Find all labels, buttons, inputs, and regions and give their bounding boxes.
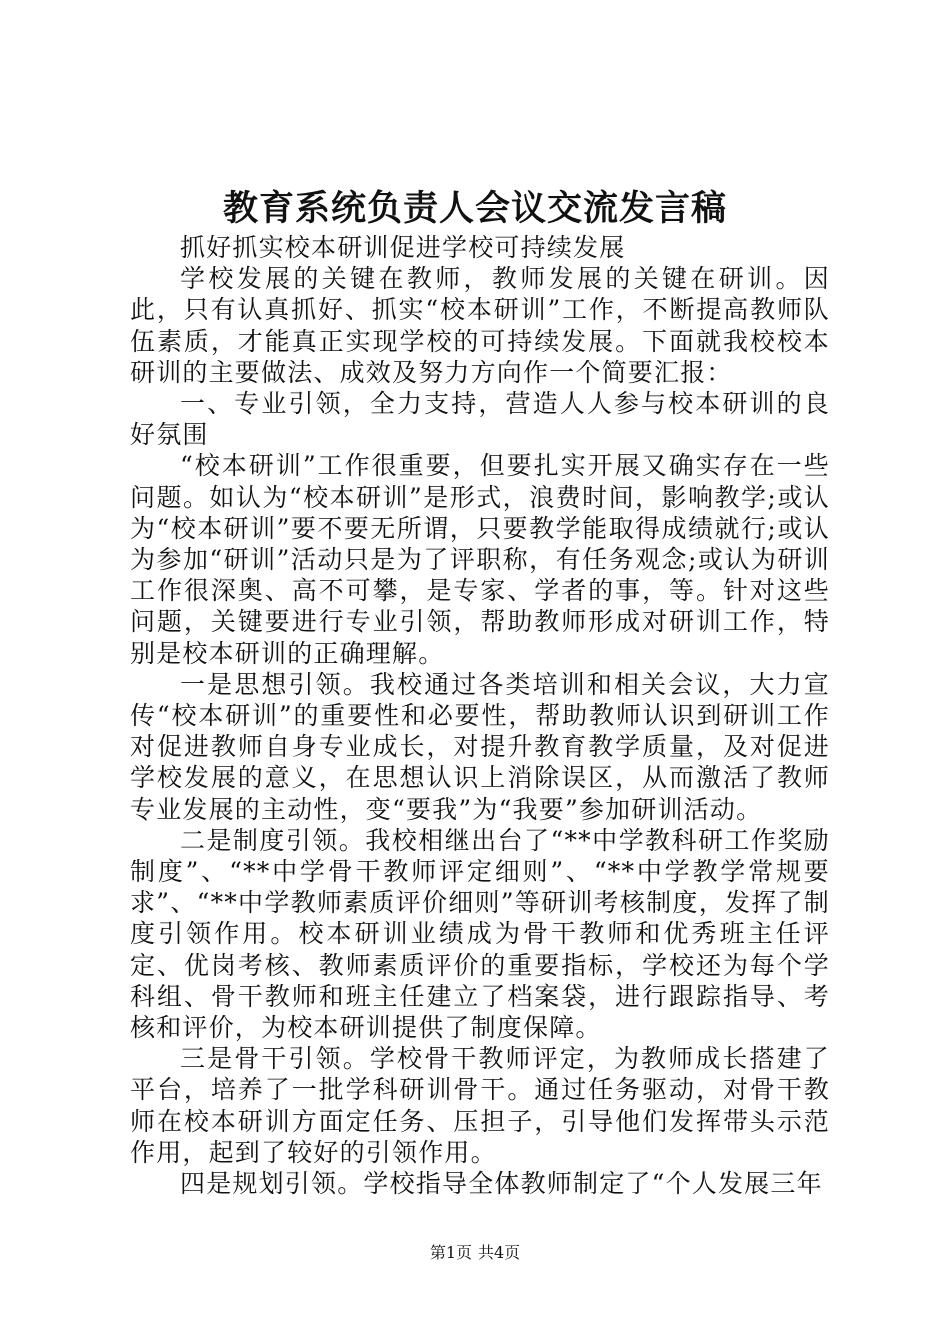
page-footer: [0, 1242, 950, 1264]
body-paragraph: 一是思想引领。我校通过各类培训和相关会议，大力宣传“校本研训”的重要性和必要性，帮助教师认识到研训工作对促进教师自身专业成长，对提升教育教学质量，及对促进学校发展的意义，在思想认识上消除误区，从而激活了教师专业发展的主动性，变“要我”为“我要”参加研训活动。: [130, 669, 830, 824]
document-title: 教育系统负责人会议交流发言稿: [222, 188, 727, 229]
page-number-total: 共4页: [478, 1243, 521, 1262]
document-body: [130, 232, 830, 1199]
body-paragraph: “校本研训”工作很重要，但要扎实开展又确实存在一些问题。如认为“校本研训”是形式，浪费时间，影响教学;或认为“校本研训”要不要无所谓，只要教学能取得成绩就行;或认为参加“研训”活动只是为了评职称，有任务观念;或认为研训工作很深奥、高不可攀，是专家、学者的事，等。针对这些问题，关键要进行专业引领，帮助教师形成对研训工作，特别是校本研训的正确理解。: [130, 451, 830, 668]
body-paragraph: 二是制度引领。我校相继出台了“**中学教科研工作奖励制度”、“**中学骨干教师评定细则”、“**中学教学常规要求”、“**中学教师素质评价细则”等研训考核制度，发挥了制度引领作用。校本研训业绩成为骨干教师和优秀班主任评定、优岗考核、教师素质评价的重要指标，学校还为每个学科组、骨干教师和班主任建立了档案袋，进行跟踪指导、考核和评价，为校本研训提供了制度保障。: [130, 825, 830, 1043]
subtitle-paragraph: 抓好抓实校本研训促进学校可持续发展: [180, 233, 626, 262]
body-paragraph: 四是规划引领。学校指导全体教师制定了“个人发展三年: [180, 1169, 823, 1199]
page-number-current: 第1页: [429, 1243, 472, 1262]
section-heading: 一、专业引领，全力支持，营造人人参与校本研训的良好氛围: [130, 389, 830, 450]
body-paragraph: 三是骨干引领。学校骨干教师评定，为教师成长搭建了平台，培养了一批学科研训骨干。通过任务驱动，对骨干教师在校本研训方面定任务、压担子，引导他们发挥带头示范作用，起到了较好的引领作用。: [130, 1044, 830, 1167]
body-paragraph: 学校发展的关键在教师，教师发展的关键在研训。因此，只有认真抓好、抓实“校本研训”工作，不断提高教师队伍素质，才能真正实现学校的可持续发展。下面就我校校本研训的主要做法、成效及努力方向作一个简要汇报：: [130, 264, 830, 387]
